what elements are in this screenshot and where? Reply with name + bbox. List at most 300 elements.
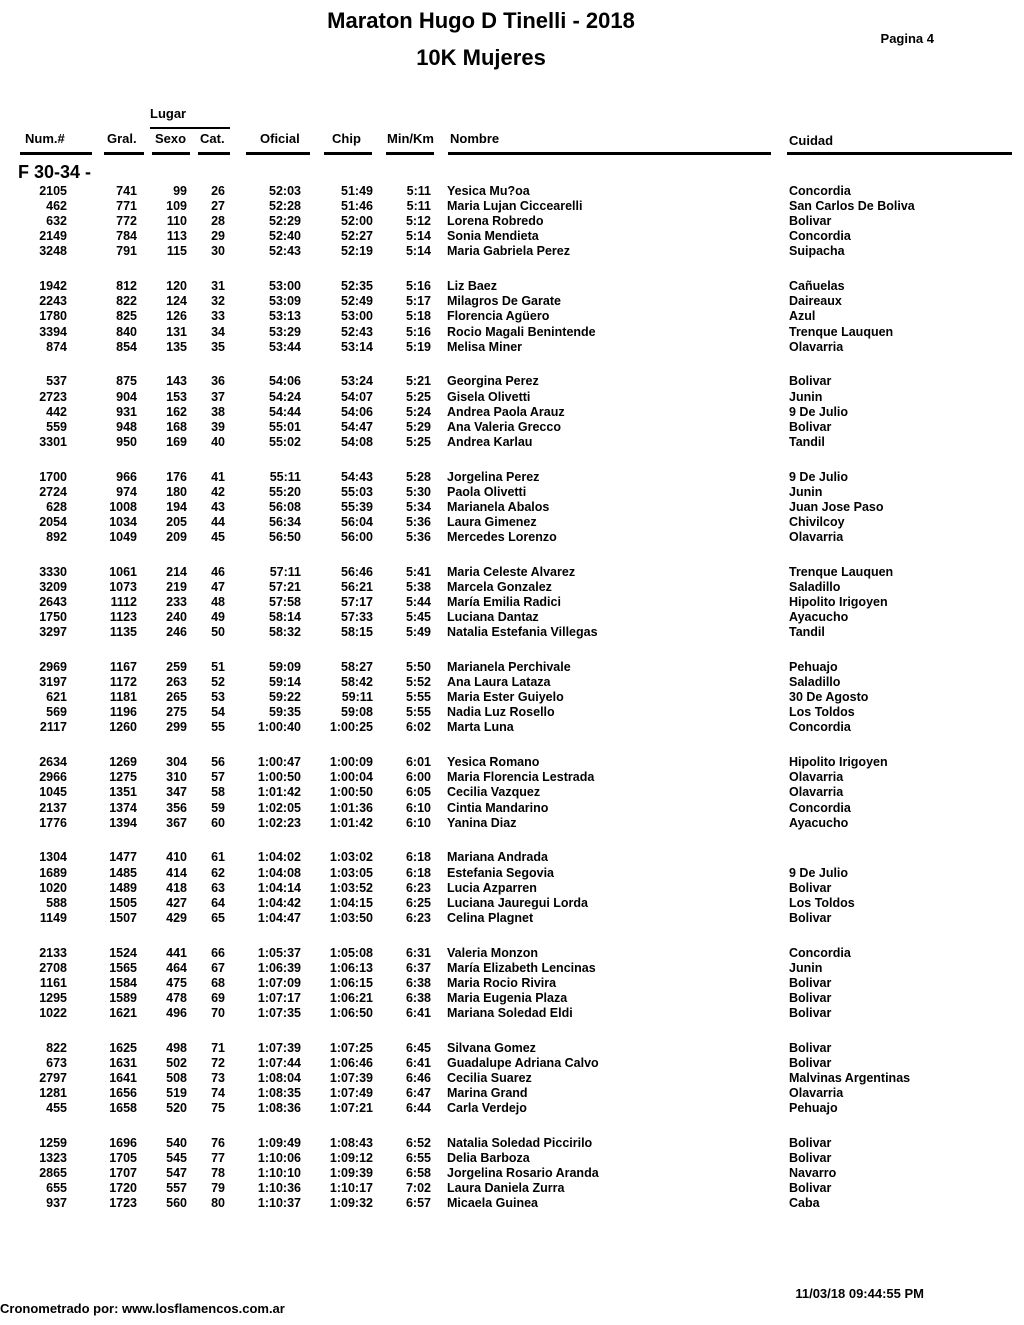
col-gral-underline <box>104 152 144 155</box>
chip-time: 54:07 <box>341 389 373 404</box>
chip-time: 1:00:04 <box>329 770 373 785</box>
place-sex: 410 <box>166 850 187 865</box>
pace: 5:25 <box>405 434 431 449</box>
pace: 5:38 <box>405 579 431 594</box>
place-category: 56 <box>211 755 225 770</box>
place-general: 1269 <box>109 755 137 770</box>
pace: 5:34 <box>405 499 431 514</box>
official-time: 52:43 <box>269 244 301 259</box>
table-row <box>0 961 1024 976</box>
table-row <box>0 325 1024 340</box>
category-label: F 30-34 - <box>18 162 92 182</box>
place-category: 44 <box>211 514 225 529</box>
bib-number: 2149 <box>39 229 67 244</box>
place-sex: 168 <box>166 419 187 434</box>
runner-name: Mariana Andrada <box>447 850 548 865</box>
runner-name: Andrea Paola Arauz <box>447 404 565 419</box>
bib-number: 632 <box>46 214 67 229</box>
place-category: 61 <box>211 850 225 865</box>
bib-number: 3209 <box>39 579 67 594</box>
table-row <box>0 850 1024 865</box>
place-general: 1260 <box>109 720 137 735</box>
chip-time: 1:06:21 <box>329 990 373 1005</box>
chip-time: 53:14 <box>341 339 373 354</box>
pace: 6:10 <box>405 800 431 815</box>
place-general: 950 <box>116 434 137 449</box>
place-category: 73 <box>211 1071 225 1085</box>
chip-time: 54:08 <box>341 434 373 449</box>
runner-name: Luciana Dantaz <box>447 610 539 625</box>
place-sex: 508 <box>166 1071 187 1085</box>
place-general: 1073 <box>109 579 137 594</box>
bib-number: 1045 <box>39 785 67 800</box>
runner-name: Lorena Robredo <box>447 214 544 229</box>
runner-name: Jorgelina Perez <box>447 469 540 484</box>
bib-number: 2966 <box>39 770 67 785</box>
runner-city: Ayacucho <box>789 815 849 830</box>
official-time: 1:10:06 <box>257 1151 301 1166</box>
place-sex: 180 <box>166 484 187 499</box>
runner-city: 9 De Julio <box>789 404 849 419</box>
col-minkm-underline <box>386 152 434 155</box>
runner-city: Ayacucho <box>789 610 849 625</box>
place-sex: 113 <box>166 229 187 244</box>
place-general: 948 <box>116 419 137 434</box>
table-row <box>0 595 1024 610</box>
pace: 5:45 <box>405 610 431 625</box>
pace: 6:41 <box>405 1055 431 1070</box>
table-row <box>0 1056 1024 1071</box>
place-sex: 109 <box>166 199 187 214</box>
bib-number: 569 <box>46 705 67 720</box>
pace: 5:36 <box>405 530 431 544</box>
chip-time: 52:43 <box>341 324 373 339</box>
table-row <box>0 785 1024 800</box>
runner-name: Cintia Mandarino <box>447 800 549 815</box>
page-subtitle: 10K Mujeres <box>416 45 546 70</box>
official-time: 1:01:42 <box>257 785 301 800</box>
runner-city: Concordia <box>789 229 851 244</box>
table-row <box>0 435 1024 450</box>
place-category: 77 <box>211 1151 225 1166</box>
pace: 5:49 <box>405 625 431 640</box>
runner-city: Bolivar <box>789 1151 832 1166</box>
official-time: 1:00:40 <box>257 720 301 735</box>
bib-number: 892 <box>46 530 67 544</box>
official-time: 1:07:39 <box>257 1040 301 1055</box>
place-sex: 441 <box>166 945 187 960</box>
official-time: 56:08 <box>269 499 301 514</box>
bib-number: 588 <box>46 895 67 910</box>
runner-city: 30 De Agosto <box>789 690 869 705</box>
chip-time: 55:39 <box>341 499 373 514</box>
place-category: 34 <box>211 324 225 339</box>
runner-name: Lucia Azparren <box>447 880 537 895</box>
place-general: 825 <box>116 309 137 324</box>
runner-city: Concordia <box>789 945 851 960</box>
pace: 6:10 <box>405 815 431 830</box>
official-time: 58:14 <box>269 610 301 625</box>
official-time: 1:08:04 <box>257 1071 301 1085</box>
runner-name: Marcela Gonzalez <box>447 579 552 594</box>
official-time: 54:06 <box>269 374 301 389</box>
chip-time: 1:01:36 <box>329 800 373 815</box>
runner-name: Marianela Abalos <box>447 499 550 514</box>
official-time: 57:21 <box>269 579 301 594</box>
runner-city: Bolivar <box>789 419 832 434</box>
place-general: 1172 <box>109 675 137 690</box>
bib-number: 1689 <box>39 865 67 880</box>
pace: 5:14 <box>405 244 431 259</box>
place-category: 63 <box>211 880 225 895</box>
lugar-underline <box>150 127 230 129</box>
chip-time: 52:00 <box>341 214 373 229</box>
place-category: 30 <box>211 244 225 259</box>
place-sex: 557 <box>166 1181 187 1196</box>
place-category: 72 <box>211 1055 225 1070</box>
pace: 6:37 <box>405 960 431 975</box>
place-sex: 124 <box>166 294 187 309</box>
official-time: 1:04:47 <box>257 910 301 925</box>
official-time: 1:00:50 <box>257 770 301 785</box>
place-sex: 496 <box>166 1006 187 1020</box>
pace: 5:30 <box>405 484 431 499</box>
table-row <box>0 1006 1024 1021</box>
runner-name: Celina Plagnet <box>447 910 534 925</box>
place-category: 42 <box>211 484 225 499</box>
runner-name: María Elizabeth Lencinas <box>447 960 596 975</box>
place-general: 1584 <box>109 975 137 990</box>
place-general: 1394 <box>109 815 137 830</box>
place-category: 43 <box>211 499 225 514</box>
chip-time: 1:09:12 <box>329 1151 373 1166</box>
page-number: Pagina 4 <box>880 31 934 46</box>
runner-name: Andrea Karlau <box>447 434 533 449</box>
bib-number: 2133 <box>39 945 67 960</box>
place-sex: 214 <box>166 564 187 579</box>
table-row <box>0 515 1024 530</box>
pace: 6:41 <box>405 1006 431 1020</box>
chip-time: 1:00:25 <box>329 720 373 735</box>
runner-name: Nadia Luz Rosello <box>447 705 555 720</box>
place-sex: 427 <box>166 895 187 910</box>
runner-name: Maria Celeste Alvarez <box>447 564 576 579</box>
runner-city: Pehuajo <box>789 660 838 674</box>
table-row <box>0 244 1024 259</box>
pace: 5:55 <box>405 705 431 720</box>
official-time: 59:14 <box>269 675 301 690</box>
bib-number: 2054 <box>39 514 67 529</box>
place-sex: 304 <box>166 755 187 770</box>
place-category: 36 <box>211 374 225 389</box>
chip-time: 1:04:15 <box>329 895 373 910</box>
runner-city: San Carlos De Boliva <box>789 199 915 214</box>
runner-name: Luciana Jauregui Lorda <box>447 895 589 910</box>
bib-number: 1259 <box>39 1136 67 1150</box>
pace: 6:55 <box>405 1151 431 1166</box>
pace: 5:28 <box>405 469 431 484</box>
place-general: 771 <box>116 199 137 214</box>
runner-city: Trenque Lauquen <box>789 324 894 339</box>
table-row <box>0 580 1024 595</box>
place-category: 32 <box>211 294 225 309</box>
official-time: 56:34 <box>269 514 301 529</box>
official-time: 1:08:35 <box>257 1086 301 1101</box>
col-ciudad-header: Cuidad <box>789 133 834 148</box>
runner-city: Malvinas Argentinas <box>789 1071 911 1085</box>
place-category: 45 <box>211 530 225 544</box>
table-row <box>0 770 1024 785</box>
runner-city: Olavarria <box>789 785 844 800</box>
place-general: 1123 <box>109 610 137 625</box>
place-general: 1374 <box>109 800 137 815</box>
place-category: 71 <box>211 1040 225 1055</box>
place-sex: 153 <box>166 389 187 404</box>
runner-name: Natalia Soledad Piccirilo <box>447 1136 593 1150</box>
bib-number: 673 <box>46 1055 67 1070</box>
runner-name: Cecilia Suarez <box>447 1071 532 1085</box>
place-category: 48 <box>211 595 225 609</box>
place-sex: 233 <box>166 595 187 609</box>
official-time: 1:06:39 <box>257 960 301 975</box>
official-time: 59:09 <box>269 660 301 674</box>
place-sex: 219 <box>166 579 187 594</box>
official-time: 59:35 <box>269 705 301 720</box>
table-row <box>0 294 1024 309</box>
table-row <box>0 470 1024 485</box>
runner-city: Junin <box>789 484 823 499</box>
place-sex: 498 <box>166 1040 187 1055</box>
chip-time: 59:11 <box>341 690 373 705</box>
table-row <box>0 420 1024 435</box>
runner-name: Georgina Perez <box>447 374 539 389</box>
place-sex: 519 <box>166 1086 187 1101</box>
runner-name: Maria Rocio Rivira <box>447 975 557 990</box>
place-sex: 131 <box>166 324 187 339</box>
place-category: 78 <box>211 1166 225 1181</box>
table-row <box>0 1196 1024 1211</box>
chip-time: 57:17 <box>341 595 373 609</box>
official-time: 55:02 <box>269 434 301 449</box>
place-category: 62 <box>211 865 225 880</box>
table-row <box>0 1101 1024 1116</box>
chip-time: 1:03:50 <box>329 910 373 925</box>
official-time: 59:22 <box>269 690 301 705</box>
lugar-header: Lugar <box>150 106 187 121</box>
pace: 6:18 <box>405 850 431 865</box>
bib-number: 2724 <box>39 484 67 499</box>
place-sex: 246 <box>166 625 187 640</box>
place-sex: 135 <box>166 339 187 354</box>
place-general: 1621 <box>109 1006 137 1020</box>
official-time: 53:44 <box>269 339 301 354</box>
pace: 6:38 <box>405 990 431 1005</box>
runner-city: Bolivar <box>789 214 832 229</box>
place-sex: 560 <box>166 1196 187 1211</box>
runner-city: 9 De Julio <box>789 469 849 484</box>
place-sex: 110 <box>166 214 187 229</box>
place-general: 1631 <box>109 1055 137 1070</box>
pace: 6:38 <box>405 975 431 990</box>
runner-city: Daireaux <box>789 294 842 309</box>
official-time: 1:08:36 <box>257 1101 301 1116</box>
footer-timing-credit: Cronometrado por: www.losflamencos.com.ar <box>0 1301 285 1316</box>
bib-number: 628 <box>46 499 67 514</box>
place-category: 28 <box>211 214 225 229</box>
pace: 6:46 <box>405 1071 431 1085</box>
runner-city: Tandil <box>789 625 825 640</box>
place-general: 1720 <box>109 1181 137 1196</box>
runner-name: Maria Ester Guiyelo <box>447 690 564 705</box>
official-time: 55:20 <box>269 484 301 499</box>
runner-name: Laura Daniela Zurra <box>447 1181 565 1196</box>
pace: 5:17 <box>405 294 431 309</box>
place-sex: 240 <box>166 610 187 625</box>
place-general: 840 <box>116 324 137 339</box>
bib-number: 1161 <box>39 975 67 990</box>
runner-name: Sonia Mendieta <box>447 229 539 244</box>
table-row <box>0 530 1024 545</box>
chip-time: 52:35 <box>341 279 373 294</box>
pace: 6:00 <box>405 770 431 785</box>
table-row <box>0 565 1024 580</box>
place-category: 76 <box>211 1136 225 1150</box>
official-time: 1:10:10 <box>257 1166 301 1181</box>
place-sex: 520 <box>166 1101 187 1116</box>
runner-city: Bolivar <box>789 990 832 1005</box>
runner-city: Cañuelas <box>789 279 845 294</box>
pace: 5:21 <box>405 374 431 389</box>
official-time: 53:13 <box>269 309 301 324</box>
official-time: 54:44 <box>269 404 301 419</box>
place-general: 1507 <box>109 910 137 925</box>
runner-city: Saladillo <box>789 675 841 690</box>
runner-name: Marta Luna <box>447 720 514 735</box>
pace: 5:50 <box>405 660 431 674</box>
official-time: 57:58 <box>269 595 301 609</box>
bib-number: 559 <box>46 419 67 434</box>
place-general: 1589 <box>109 990 137 1005</box>
runner-city: Hipolito Irigoyen <box>789 755 888 770</box>
place-general: 1565 <box>109 960 137 975</box>
official-time: 1:07:35 <box>257 1006 301 1020</box>
place-category: 75 <box>211 1101 225 1116</box>
official-time: 58:32 <box>269 625 301 640</box>
bib-number: 537 <box>46 374 67 389</box>
place-category: 39 <box>211 419 225 434</box>
place-sex: 162 <box>166 404 187 419</box>
chip-time: 56:04 <box>341 514 373 529</box>
pace: 6:18 <box>405 865 431 880</box>
place-sex: 347 <box>166 785 187 800</box>
place-general: 931 <box>116 404 137 419</box>
runner-city: Saladillo <box>789 579 841 594</box>
place-sex: 259 <box>166 660 187 674</box>
bib-number: 455 <box>46 1101 67 1116</box>
page-title: Maraton Hugo D Tinelli - 2018 <box>327 8 635 33</box>
official-time: 1:07:44 <box>257 1055 301 1070</box>
runner-city: Bolivar <box>789 1181 832 1196</box>
place-general: 1485 <box>109 865 137 880</box>
table-row <box>0 976 1024 991</box>
place-sex: 194 <box>166 499 187 514</box>
chip-time: 51:49 <box>341 184 373 198</box>
place-sex: 263 <box>166 675 187 690</box>
runner-city: Bolivar <box>789 1136 832 1150</box>
bib-number: 3197 <box>39 675 67 690</box>
runner-city: Junin <box>789 389 823 404</box>
chip-time: 52:19 <box>341 244 373 259</box>
runner-name: Delia Barboza <box>447 1151 530 1166</box>
place-general: 1524 <box>109 945 137 960</box>
chip-time: 1:07:21 <box>329 1101 373 1116</box>
runner-name: Valeria Monzon <box>447 945 538 960</box>
official-time: 1:10:36 <box>257 1181 301 1196</box>
runner-name: Liz Baez <box>447 279 498 294</box>
col-oficial-underline <box>246 152 310 155</box>
chip-time: 58:27 <box>341 660 373 674</box>
runner-name: María Emilia Radici <box>447 595 561 609</box>
pace: 6:01 <box>405 755 431 770</box>
place-category: 70 <box>211 1006 225 1020</box>
chip-time: 56:00 <box>341 530 373 544</box>
place-category: 80 <box>211 1196 225 1211</box>
pace: 5:16 <box>405 279 431 294</box>
table-row <box>0 184 1024 199</box>
col-nombre-underline <box>448 152 771 155</box>
runner-name: Yanina Diaz <box>447 815 517 830</box>
place-category: 67 <box>211 960 225 975</box>
table-row <box>0 1151 1024 1166</box>
table-row <box>0 720 1024 735</box>
pace: 5:19 <box>405 339 431 354</box>
official-time: 52:40 <box>269 229 301 244</box>
bib-number: 3394 <box>39 324 67 339</box>
chip-time: 1:00:09 <box>329 755 373 770</box>
bib-number: 2243 <box>39 294 67 309</box>
place-sex: 475 <box>166 975 187 990</box>
pace: 6:45 <box>405 1040 431 1055</box>
runner-name: Carla Verdejo <box>447 1101 527 1116</box>
table-row <box>0 610 1024 625</box>
place-general: 1351 <box>109 785 137 800</box>
place-category: 26 <box>211 184 225 198</box>
chip-time: 54:06 <box>341 404 373 419</box>
col-oficial-header: Oficial <box>260 131 300 146</box>
place-category: 31 <box>211 279 225 294</box>
table-row <box>0 1086 1024 1101</box>
table-row <box>0 675 1024 690</box>
table-row <box>0 214 1024 229</box>
runner-name: Laura Gimenez <box>447 514 537 529</box>
table-row <box>0 1041 1024 1056</box>
chip-time: 1:10:17 <box>329 1181 373 1196</box>
chip-time: 1:08:43 <box>329 1136 373 1150</box>
official-time: 54:24 <box>269 389 301 404</box>
runner-city: Bolivar <box>789 880 832 895</box>
place-category: 47 <box>211 579 225 594</box>
chip-time: 1:00:50 <box>329 785 373 800</box>
runner-name: Milagros De Garate <box>447 294 561 309</box>
runner-city: Bolivar <box>789 1006 832 1020</box>
place-sex: 478 <box>166 990 187 1005</box>
runner-name: Silvana Gomez <box>447 1040 536 1055</box>
runner-city: Olavarria <box>789 1086 844 1101</box>
runner-name: Paola Olivetti <box>447 484 527 499</box>
place-category: 50 <box>211 625 225 640</box>
official-time: 56:50 <box>269 530 301 544</box>
place-general: 1477 <box>109 850 137 865</box>
